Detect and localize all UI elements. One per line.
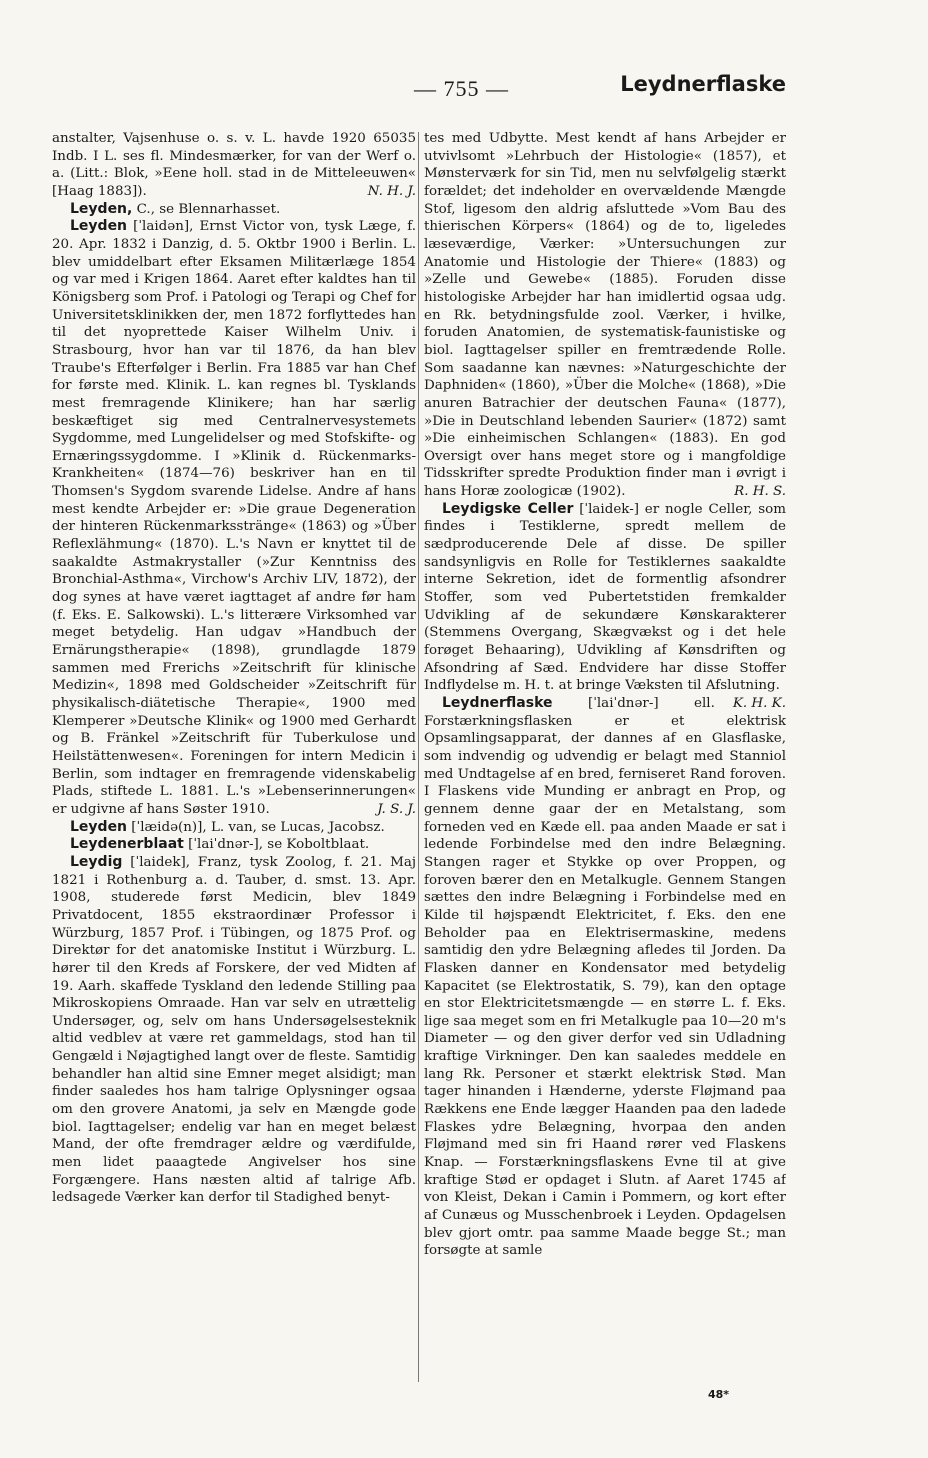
- entry-continuation: anstalter, Vajsenhuse o. s. v. L. havde 1920 65035 Indb. I L. ses fl. Mindesmærker, for van der Werf o. a. (Litt.: Blok, »Eene holl. stad in de Mitteleeuwen« [Haag 1883]). N. H. J.: [52, 131, 416, 199]
- entry-leyden-lucas: Leyden [ˈlæidə(n)], L. van, se Lucas, Jacobsz.: [70, 818, 385, 835]
- column-divider: [418, 132, 419, 1382]
- entry-leydenerblaat: Leydenerblaat [ˈlaiˈdnər-], se Koboltblaat.: [70, 836, 370, 853]
- entry-headword: Leydenerblaat: [70, 836, 184, 853]
- entry-headword: Leyden,: [70, 200, 133, 217]
- sheet-signature-mark: 48*: [708, 1388, 730, 1401]
- left-column: [52, 130, 416, 1390]
- entry-leyden-ernst: Leyden [ˈlaidən], Ernst Victor von, tysk Læge, f. 20. Apr. 1832 i Danzig, d. 5. Oktbr 1900 i Berlin. L. blev umiddelbart efter Eksamen Militærlæge 1854 og var med i Krigen 1864. Aaret efter kaldtes han til Königsberg som Prof. i Patologi og Terapi og Chef for Universitetsklinikken der, men 1872 forflyttedes han til det nyoprettede Kaiser Wilhelm Univ. i Strasbourg, hvor han var til 1876, da han blev Traube's Efterfølger i Berlin. Fra 1885 var han Chef for første med. Klinik. L. kan regnes bl. Tysklands mest fremragende Klinikere; han har særlig beskæftiget sig med Centralnervesystemets Sygdomme, med Lungelidelser og med Stofskifte- og Ernæringssygdomme. I »Klinik d. Rückenmarks-Krankheiten« (1874—76) beskriver han en til Thomsen's Sygdom svarende Lidelse. Andre af hans mest kendte Arbejder er: »Die graue Degeneration der hinteren Rückenmarksstränge« (1863) og »Über Reflexlähmung« (1870). L.'s Navn er knyttet til de saakaldte Astmakrystaller (»Zur Kenntniss des Bronchial-Asthma«, Virchow's Archiv LIV, 1872), der dog synes at have været iagttaget af andre før ham (f. Eks. E. Salkowski). L.'s litterære Virksomhed var meget betydelig. Han udgav »Handbuch der Ernärungstherapie« (1898), grundlagde 1879 sammen med Frerichs »Zeitschrift für klinische Medizin«, 1898 med Goldscheider »Zeitschrift für physikalisch-diätetische Therapie«, 1900 med Klemperer »Deutsche Klinik« og 1900 med Gerhardt og B. Fränkel »Zeitschrift für Tuberkulose und Heilstättenwesen«. Foreningen for intern Medicin i Berlin, som indtager en fremragende videnskabelig Plads, stiftede L. 1881. L.'s »Lebenserinnerungen« er udgivne af hans Søster 1910. J. S. J.: [52, 218, 416, 817]
- entry-headword: Leydnerflaske: [442, 695, 553, 711]
- page-number: — 755 —: [414, 76, 509, 101]
- page-header: [52, 70, 786, 106]
- entry-continuation: tes med Udbytte. Mest kendt af hans Arbejder er utvivlsomt »Lehrbuch der Histologie« (1857), et Mønsterværk for sin Tid, men nu selvfølgelig stærkt forældet; det indeholder en overvældende Mængde Stof, ligesom den aldrig afsluttede »Vom Bau des thierischen Körpers« (1864) og de to, ligeledes læseværdige, Værker: »Untersuchungen zur Anatomie und Histologie der Thiere« (1883) og »Zelle und Gewebe« (1885). Foruden disse histologiske Arbejder har han imidlertid ogsaa udg. en Rk. betydningsfulde zool. Værker, i hvilke, foruden Anatomien, de systematisk-faunistiske og biol. Iagttagelser spiller en fremtrædende Rolle. Som saadanne kan nævnes: »Naturgeschichte der Daphniden« (1860), »Über die Molche« (1868), »Die anuren Batrachier der deutschen Fauna« (1877), »Die in Deutschland lebenden Saurier« (1872) samt »Die einheimischen Schlangen« (1883). En god Oversigt over hans meget store og i mangfoldige Tidsskrifter spredte Produktion finder man i øvrigt i hans Horæ zoologicæ (1902). R. H. S.: [424, 131, 786, 500]
- author-signature: N. H. J.: [367, 183, 416, 199]
- author-signature: R. H. S.: [734, 484, 786, 500]
- entry-leydigske-celler: Leydigske Celler [ˈlaidek-] er nogle Celler, som findes i Testiklerne, spredt mellem de sædproducerende Dele af disse. De spiller sandsynligvis en Rolle for Testiklernes saakaldte interne Sekretion, idet de formentlig afsondrer Stoffer, som ved Pubertetstiden fremkalder Udvikling af de sekundære Kønskarakterer (Stemmens Overgang, Skægvækst og i det hele forøget Behaaring), Udvikling af Kønsdriften og Afsondring af Sæd. Endvidere har disse Stoffer Indflydelse m. H. t. at bringe Væksten til Afslutning. K. H. K.: [424, 500, 786, 711]
- entry-headword: Leyden: [70, 218, 128, 235]
- author-signature: J. S. J.: [377, 801, 416, 817]
- right-column: [424, 130, 786, 1390]
- author-signature: K. H. K.: [732, 696, 786, 711]
- entry-leyden-c: Leyden, C., se Blennarhasset.: [70, 200, 281, 217]
- entry-headword: Leydig: [70, 853, 123, 870]
- running-head: Leydnerflaske: [620, 72, 786, 96]
- entry-headword: Leydigske Celler: [442, 500, 574, 517]
- entry-headword: Leyden: [70, 818, 128, 835]
- entry-leydnerflaske: Leydnerflaske [ˈlaiˈdnər-] ell. Forstærkningsflasken er et elektrisk Opsamlingsapparat, der dannes af en Glasflaske, som indvendig og udvendig er belagt med Stanniol med Undtagelse af en bred, ferniseret Rand foroven. I Flaskens vide Munding er anbragt en Prop, og gennem denne gaar der en Metalstang, som forneden ved en Kæde ell. paa anden Maade er sat i ledende Forbindelse med den indre Belægning. Stangen rager et Stykke op over Proppen, og foroven bærer den en Metalkugle. Gennem Stangen sættes den indre Belægning i Forbindelse med en Kilde til højspændt Elektricitet, f. Eks. den ene Beholder paa en Elektrisermaskine, medens samtidig den ydre Belægning afledes til Jorden. Da Flasken danner en Kondensator med betydelig Kapacitet (se Elektrostatik, S. 79), kan den optage en stor Elektricitetsmængde — en større L. f. Eks. lige saa meget som en fri Metalkugle paa 10—20 m's Diameter — og den giver derfor ved sin Udladning kraftige Virkninger. Den kan saaledes meddele en lang Rk. Personer et stærkt elektrisk Stød. Man tager hinanden i Hænderne, yderste Fløjmand paa Rækkens ene Ende lægger Haanden paa den ladede Flaskes ydre Belægning, hvorpaa den anden Fløjmand med sin fri Haand rører ved Flaskens Knap. — Forstærkningsflaskens Evne til at give kraftige Stød er opdaget i Slutn. af Aaret 1745 af von Kleist, Dekan i Camin i Pommern, og kort efter af Cunæus og Musschenbroek i Leyden. Opdagelsen blev gjort omtr. paa samme Maade begge St.; man forsøgte at samle: [424, 695, 786, 1259]
- entry-leydig: Leydig [ˈlaidek], Franz, tysk Zoolog, f. 21. Maj 1821 i Rothenburg a. d. Tauber, d. smst. 13. Apr. 1908, studerede først Medicin, blev 1849 Privatdocent, 1855 ekstraordinær Professor i Würzburg, 1857 Prof. i Tübingen, og 1875 Prof. og Direktør for det anatomiske Institut i Würzburg. L. hører til den Kreds af Forskere, der ved Midten af 19. Aarh. skaffede Tyskland den ledende Stilling paa Mikroskopiens Omraade. Han var selv en utrættelig Undersøger, og, selv om hans Undersøgelsesteknik altid vedblev at være ret gammeldags, stod han til Gengæld i Nøjagtighed langt over de fleste. Samtidig behandler han altid sine Emner meget alsidigt; man finder saaledes hos ham talrige Oplysninger ogsaa om den grovere Anatomi, ja selv en Mængde gode biol. Iagttagelser; endelig var han en meget belæst Mand, der ofte fremdrager ældre og værdifulde, men lidet paaagtede Angivelser hos sine Forgængere. Hans næsten altid af talrige Afb. ledsagede Værker kan derfor til Stadighed benyt-: [52, 853, 416, 1206]
